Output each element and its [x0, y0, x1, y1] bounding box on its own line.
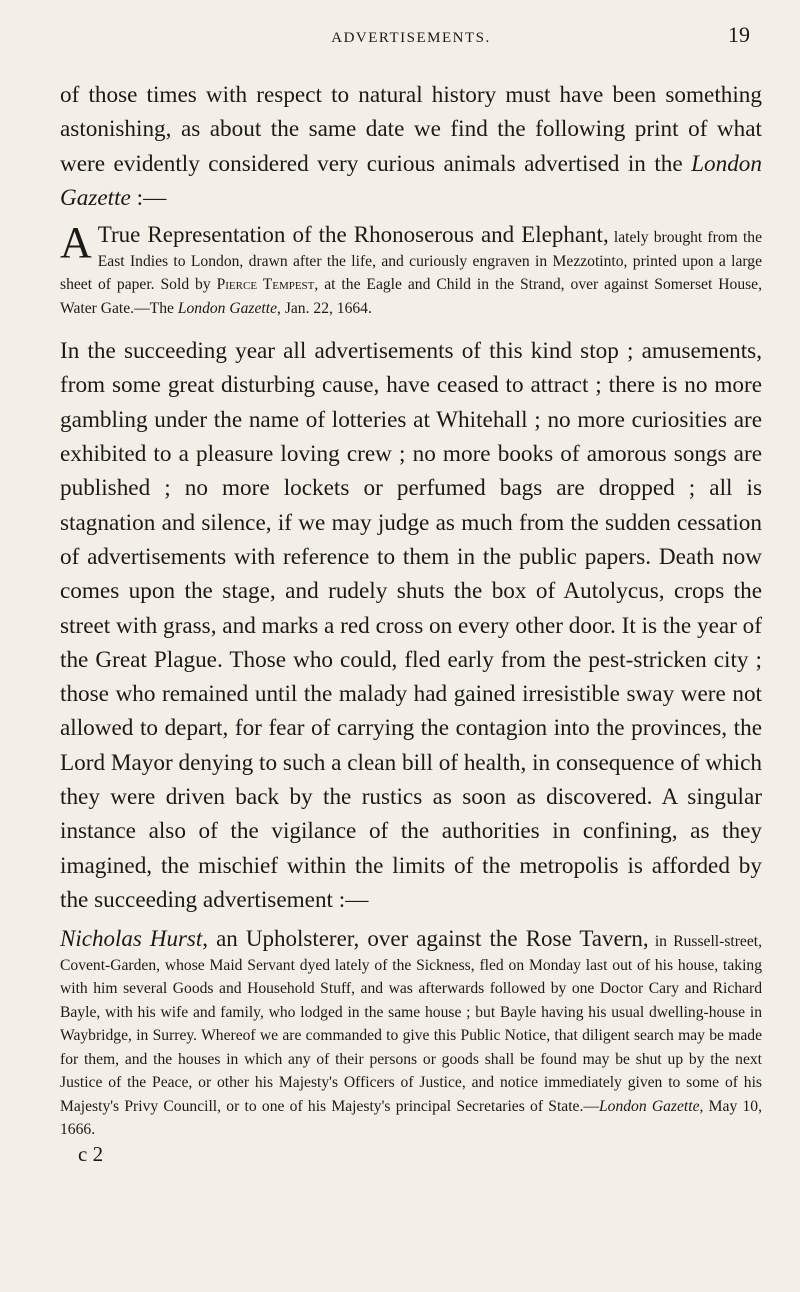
ad1-date: , Jan. 22, 1664. [277, 299, 372, 317]
ad1-source: London Gazette [177, 299, 278, 317]
signature-mark: c 2 [78, 1141, 104, 1166]
page-number: 19 [728, 22, 750, 47]
ad2-lead: , an Upholsterer, over against the Rose Tavern, [202, 926, 649, 952]
intro-paragraph [60, 78, 762, 215]
advertisement-1 [60, 218, 762, 320]
running-head [60, 22, 762, 58]
dropcap: A [60, 218, 92, 268]
ad1-seller: Pierce Tempest [216, 276, 315, 294]
intro-text-2: :— [130, 184, 167, 211]
advertisement-2 [60, 925, 762, 1142]
running-title: ADVERTISEMENTS. [331, 30, 491, 46]
intro-text-1: of those times with respect to natural history must have been something astonishing, as about the same date we find the following print of what were evidently considered very curious animals advertised in the [60, 82, 762, 177]
ad2-source: London Gazette [598, 1097, 700, 1115]
intro-source: London Gazette [60, 150, 762, 211]
ad1-body-2: , at the Eagle and Child in the Strand, over against Somerset House, Water Gate.—The [60, 276, 762, 317]
ad2-body: in Russell-street, Covent-Garden, whose Maid Servant dyed lately of the Sickness, fled on Monday last out of his house, taking with him several Goods and Household Stuff, and was afterwards followed by one Doctor Cary and Richard Bayle, with his wife and family, who lodged in the same house ; but Bayle having his usual dwelling-house in Waybridge, in Surrey. Whereof we are commanded to give this Public Notice, that diligent search may be made for them, and the houses in which any of their persons or goods shall be found may be shut up by the next Justice of the Peace, or other his Majesty's Officers of Justice, and notice immediately given to some of his Majesty's Privy Councill, or to one of his Majesty's principal Secretaries of State.— [60, 933, 762, 1115]
ad2-date: , May 10, 1666. [60, 1097, 762, 1139]
ad1-lead: True Representation of the Rhonoserous and Elephant, [97, 222, 609, 248]
main-paragraph: In the succeeding year all advertisements of this kind stop ; amusements, from some great disturbing cause, have ceased to attract ; there is no more gambling under the name of lotteries at Whitehall ; no more curiosities are exhibited to a pleasure loving crew ; no more books of amorous songs are published ; no more lockets or perfumed bags are dropped ; all is stagnation and silence, if we may judge as much from the sudden cessation of advertisements with reference to them in the public papers. Death now comes upon the stage, and rudely shuts the box of Autolycus, crops the street with grass, and marks a red cross on every other door. It is the year of the Great Plague. Those who could, fled early from the pest-stricken city ; those who remained until the malady had gained irresistible sway were not allowed to depart, for fear of carrying the contagion into the provinces, the Lord Mayor denying to such a clean bill of health, in consequence of which they were driven back by the rustics as soon as discovered. A singular instance also of the vigilance of the authorities in confining, as they imagined, the mischief within the limits of the metropolis is afforded by the succeeding advertisement :— [60, 338, 762, 913]
ad2-name: Nicholas Hurst [60, 926, 203, 952]
ad1-body: lately brought from the East Indies to London, drawn after the life, and curiously engraven in Mezzotinto, printed upon a large sheet of paper. Sold by [60, 229, 762, 294]
